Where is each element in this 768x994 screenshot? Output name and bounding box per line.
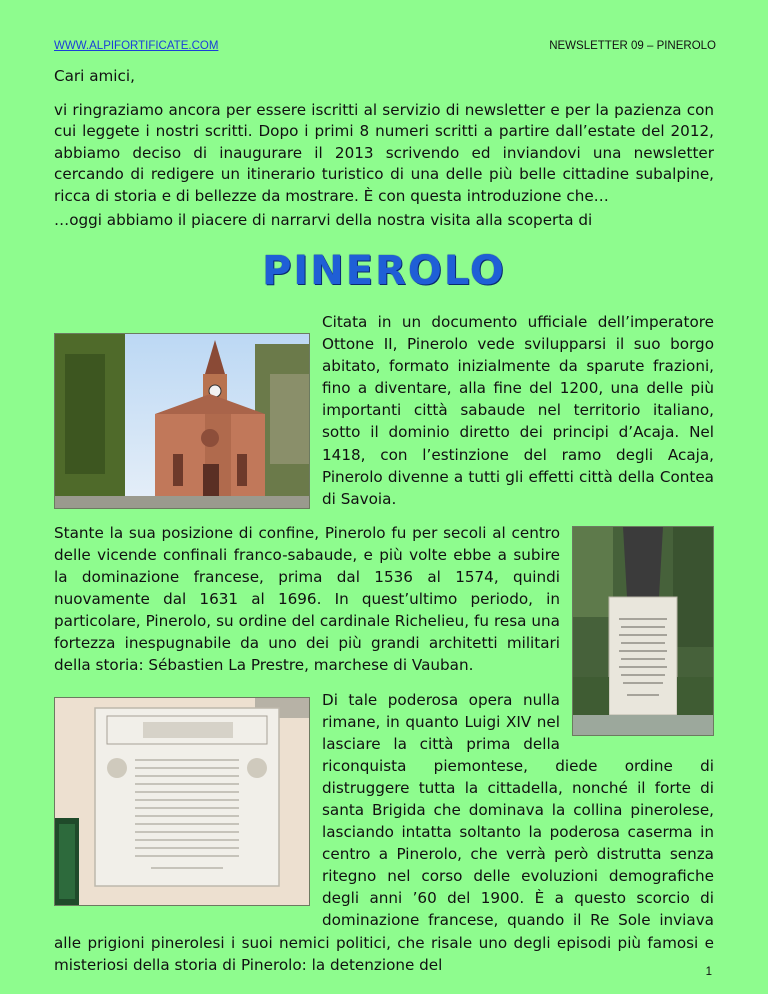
church-photo	[54, 333, 310, 509]
lead-paragraph: …oggi abbiamo il piacere di narrarvi della nostra visita alla scoperta di	[54, 211, 593, 229]
paragraph-destruction: Di tale poderosa opera nulla rimane, in quanto Luigi XIV nel lasciare la città prima della riconquista piemontese, diede ordine di distruggere tutta la cittadella, nonché il forte di santa Brigida che dominava la collina pinerolese, lasciando intatta soltanto la poderosa caserma in centro a Pinerolo, che verrà però distrutta senza ritegno nel corso delle evoluzioni demografiche degli anni ’60 del 1900. È a questo scorcio di dominazione francese, quando il Re Sole inviava alle prigioni pinerolesi i suoi nemici politici, che risale uno degli episodi più famosi e misteriosi della storia di Pinerolo: la detenzione del	[54, 690, 714, 974]
intro-paragraph: vi ringraziamo ancora per essere iscritti al servizio di newsletter e per la pazienza con cui leggete i nostri scritti. Dopo i primi 8 numeri scritti a partire dall’estate del 2012, abbiamo deciso di inaugurare il 2013 scrivendo ed inviandovi una newsletter cercando di redigere un itinerario turistico di una delle più belle cittadine subalpine, ricca di storia e di bellezze da mostrare. È con questa introduzione che…	[54, 101, 714, 205]
page-number: 1	[705, 966, 712, 978]
plaque-photo	[54, 697, 310, 906]
page-title: PINEROLO	[262, 248, 506, 294]
site-link[interactable]: WWW.ALPIFORTIFICATE.COM	[54, 40, 219, 52]
article-body	[54, 311, 714, 988]
monument-photo	[572, 526, 714, 736]
paragraph-history: Citata in un documento ufficiale dell’imperatore Ottone II, Pinerolo vede svilupparsi il suo borgo abitato, formato inizialmente da sparute frazioni, fino a diventare, alla fine del 1200, una delle più importanti città sabaude nel territorio italiano, sotto il dominio diretto dei principi d’Acaja. Nel 1418, con l’estinzione del ramo degli Acaja, Pinerolo divenne a tutti gli effetti città della Contea di Savoia.	[322, 313, 714, 508]
newsletter-issue: NEWSLETTER 09 – PINEROLO	[549, 40, 716, 52]
greeting: Cari amici,	[54, 67, 135, 85]
paragraph-vauban: Stante la sua posizione di confine, Pinerolo fu per secoli al centro delle vicende confinali franco-sabaude, e più volte ebbe a subire la dominazione francese, prima dal 1536 al 1574, quindi nuovamente dal 1631 al 1696. In quest’ultimo periodo, in particolare, Pinerolo, su ordine del cardinale Richelieu, fu resa una fortezza inespugnabile da uno dei più grandi architetti militari della storia: Sébastien La Prestre, marchese di Vauban.	[54, 523, 560, 675]
